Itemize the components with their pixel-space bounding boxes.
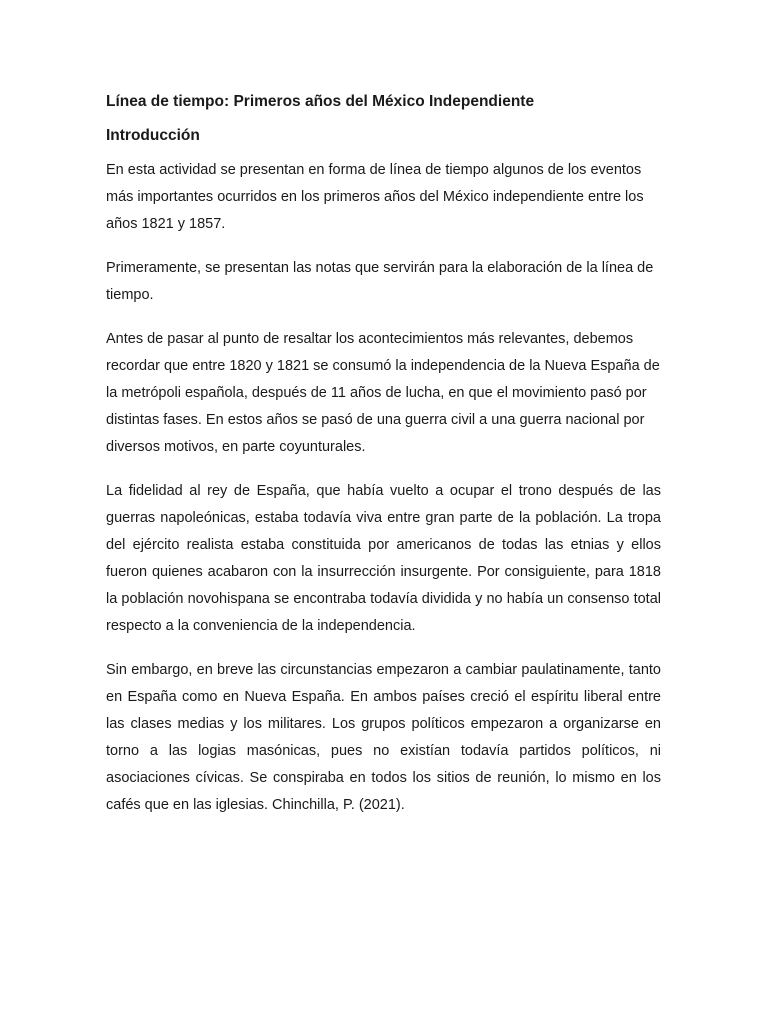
paragraph-3: Antes de pasar al punto de resaltar los acontecimientos más relevantes, debemos recordar que entre 1820 y 1821 se consumó la independencia de la Nueva España de la metrópoli española, después de 11 años de lucha, en que el movimiento pasó por distintas fases. En estos años se pasó de una guerra civil a una guerra nacional por diversos motivos, en parte coyunturales. [106,331,660,455]
paragraph-1: En esta actividad se presentan en forma de línea de tiempo algunos de los eventos más importantes ocurridos en los primeros años del México independiente entre los años 1821 y 1857. [106,162,644,232]
paragraph-5: Sin embargo, en breve las circunstancias empezaron a cambiar paulatinamente, tanto en España como en Nueva España. En ambos países creció el espíritu liberal entre las clases medias y los militares. Los grupos políticos empezaron a organizarse en torno a las logias masónicas, pues no existían todavía partidos políticos, ni asociaciones cívicas. Se conspiraba en todos los sitios de reunión, lo mismo en los cafés que en las iglesias. Chinchilla, P. (2021). [106,662,661,813]
section-heading-introduccion: Introducción [106,127,200,144]
document-title: Línea de tiempo: Primeros años del México Independiente [106,93,535,110]
paragraph-4: La fidelidad al rey de España, que había vuelto a ocupar el trono después de las guerras napoleónicas, estaba todavía viva entre gran parte de la población. La tropa del ejército realista estaba constituida por americanos de todas las etnias y ellos fueron quienes acabaron con la insurrección insurgente. Por consiguiente, para 1818 la población novohispana se encontraba todavía dividida y no había un consenso total respecto a la conveniencia de la independencia. [106,483,661,634]
document-body [106,92,661,836]
paragraph-2: Primeramente, se presentan las notas que servirán para la elaboración de la línea de tiempo. [106,260,654,303]
